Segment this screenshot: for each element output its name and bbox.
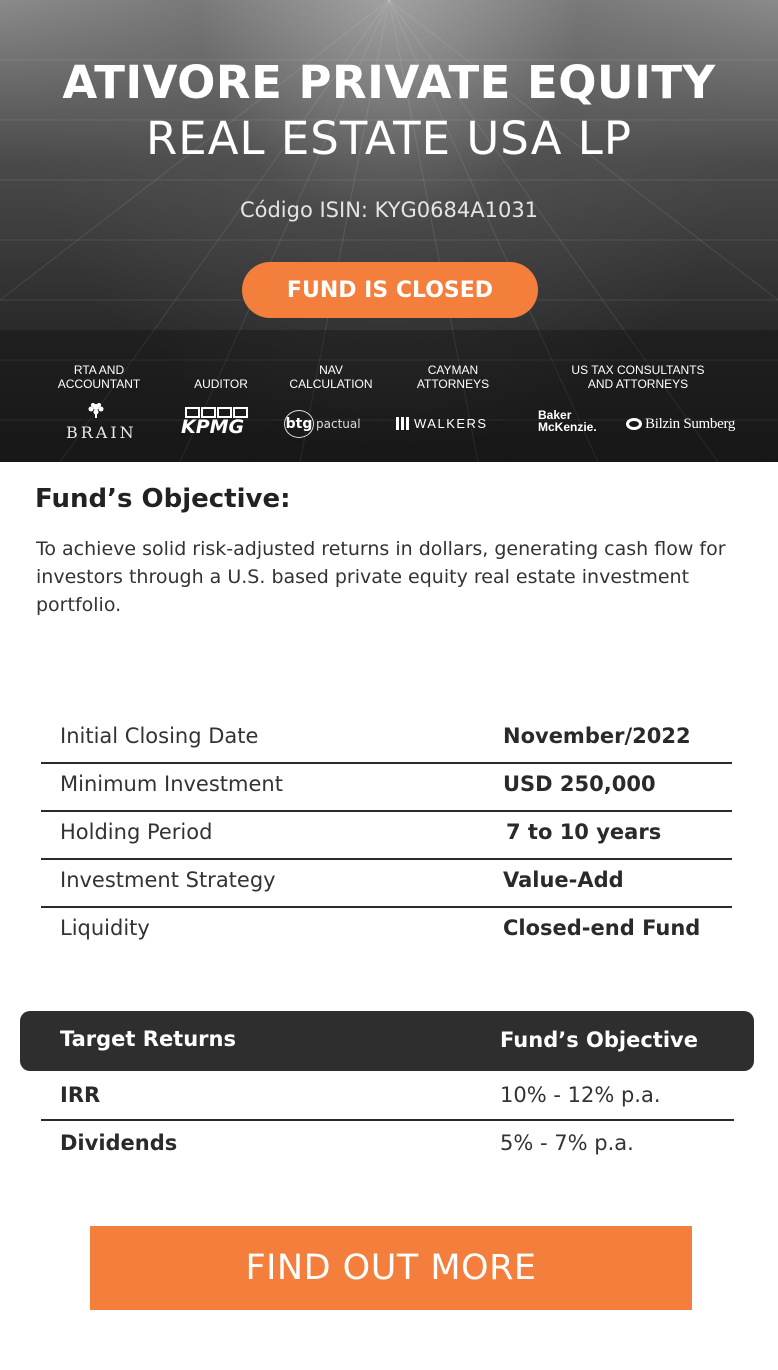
details-row	[41, 860, 732, 908]
find-out-more-button[interactable]: FIND OUT MORE	[90, 1226, 692, 1310]
bilzin-ring-icon	[626, 418, 642, 430]
brain-text: BRAIN	[66, 423, 137, 442]
objective-text: To achieve solid risk-adjusted returns in dollars, generating cash flow for investors through a U.S. based private equity real estate investment portfolio.	[36, 538, 726, 616]
details-row	[41, 908, 732, 956]
cayman-label: CAYMAN ATTORNEYS	[416, 363, 490, 391]
returns-label: IRR	[60, 1083, 101, 1107]
returns-header	[20, 1011, 754, 1071]
rta-label: RTA AND ACCOUNTANT	[57, 363, 141, 391]
fund-closed-button[interactable]: FUND IS CLOSED	[242, 262, 538, 318]
kpmg-text: KPMG	[181, 416, 245, 438]
walkers-bars-icon	[396, 417, 409, 430]
returns-value: 5% - 7% p.a.	[500, 1131, 634, 1155]
details-label: Holding Period	[60, 820, 213, 844]
returns-value: 10% - 12% p.a.	[500, 1083, 661, 1107]
details-value: 7 to 10 years	[506, 820, 662, 844]
fund-subtitle: REAL ESTATE USA LP	[146, 112, 632, 165]
walkers-logo	[396, 415, 492, 431]
bilzin-sumberg-logo	[626, 414, 746, 434]
details-value: Value-Add	[503, 868, 624, 892]
details-value: Closed-end Fund	[503, 916, 701, 940]
mckenzie-text: McKenzie.	[538, 420, 597, 434]
returns-row	[41, 1073, 734, 1121]
baker-mckenzie-logo	[538, 410, 608, 436]
returns-header-left: Target Returns	[60, 1027, 236, 1051]
details-row	[41, 764, 732, 812]
details-row	[41, 812, 732, 860]
returns-row	[41, 1121, 734, 1169]
details-label: Liquidity	[60, 916, 150, 940]
details-label: Investment Strategy	[60, 868, 276, 892]
details-label: Minimum Investment	[60, 772, 283, 796]
returns-label: Dividends	[60, 1131, 178, 1155]
kpmg-logo	[181, 407, 253, 437]
auditor-label: AUDITOR	[194, 377, 248, 391]
objective-heading: Fund’s Objective:	[35, 484, 291, 514]
walkers-text: WALKERS	[414, 415, 488, 431]
isin-code: Código ISIN: KYG0684A1031	[239, 198, 539, 222]
fund-details-table	[41, 716, 732, 956]
details-value: November/2022	[503, 724, 691, 748]
nav-label: NAV CALCULATION	[289, 363, 373, 391]
tax-label: US TAX CONSULTANTS AND ATTORNEYS	[571, 363, 705, 391]
baker-text: Baker	[538, 408, 572, 422]
fund-title: ATIVORE PRIVATE EQUITY	[62, 56, 716, 109]
details-label: Initial Closing Date	[60, 724, 259, 748]
btg-mark: btg	[284, 410, 314, 438]
brain-logo	[66, 402, 137, 442]
returns-header-right: Fund’s Objective	[500, 1028, 698, 1052]
returns-table	[41, 1073, 734, 1169]
btg-logo	[284, 409, 364, 439]
details-row	[41, 716, 732, 764]
tree-icon	[66, 402, 126, 418]
details-value: USD 250,000	[503, 772, 656, 796]
hero-banner	[0, 0, 778, 462]
bilzin-text: Bilzin Sumberg	[645, 415, 736, 432]
btg-suffix: pactual	[316, 417, 361, 431]
